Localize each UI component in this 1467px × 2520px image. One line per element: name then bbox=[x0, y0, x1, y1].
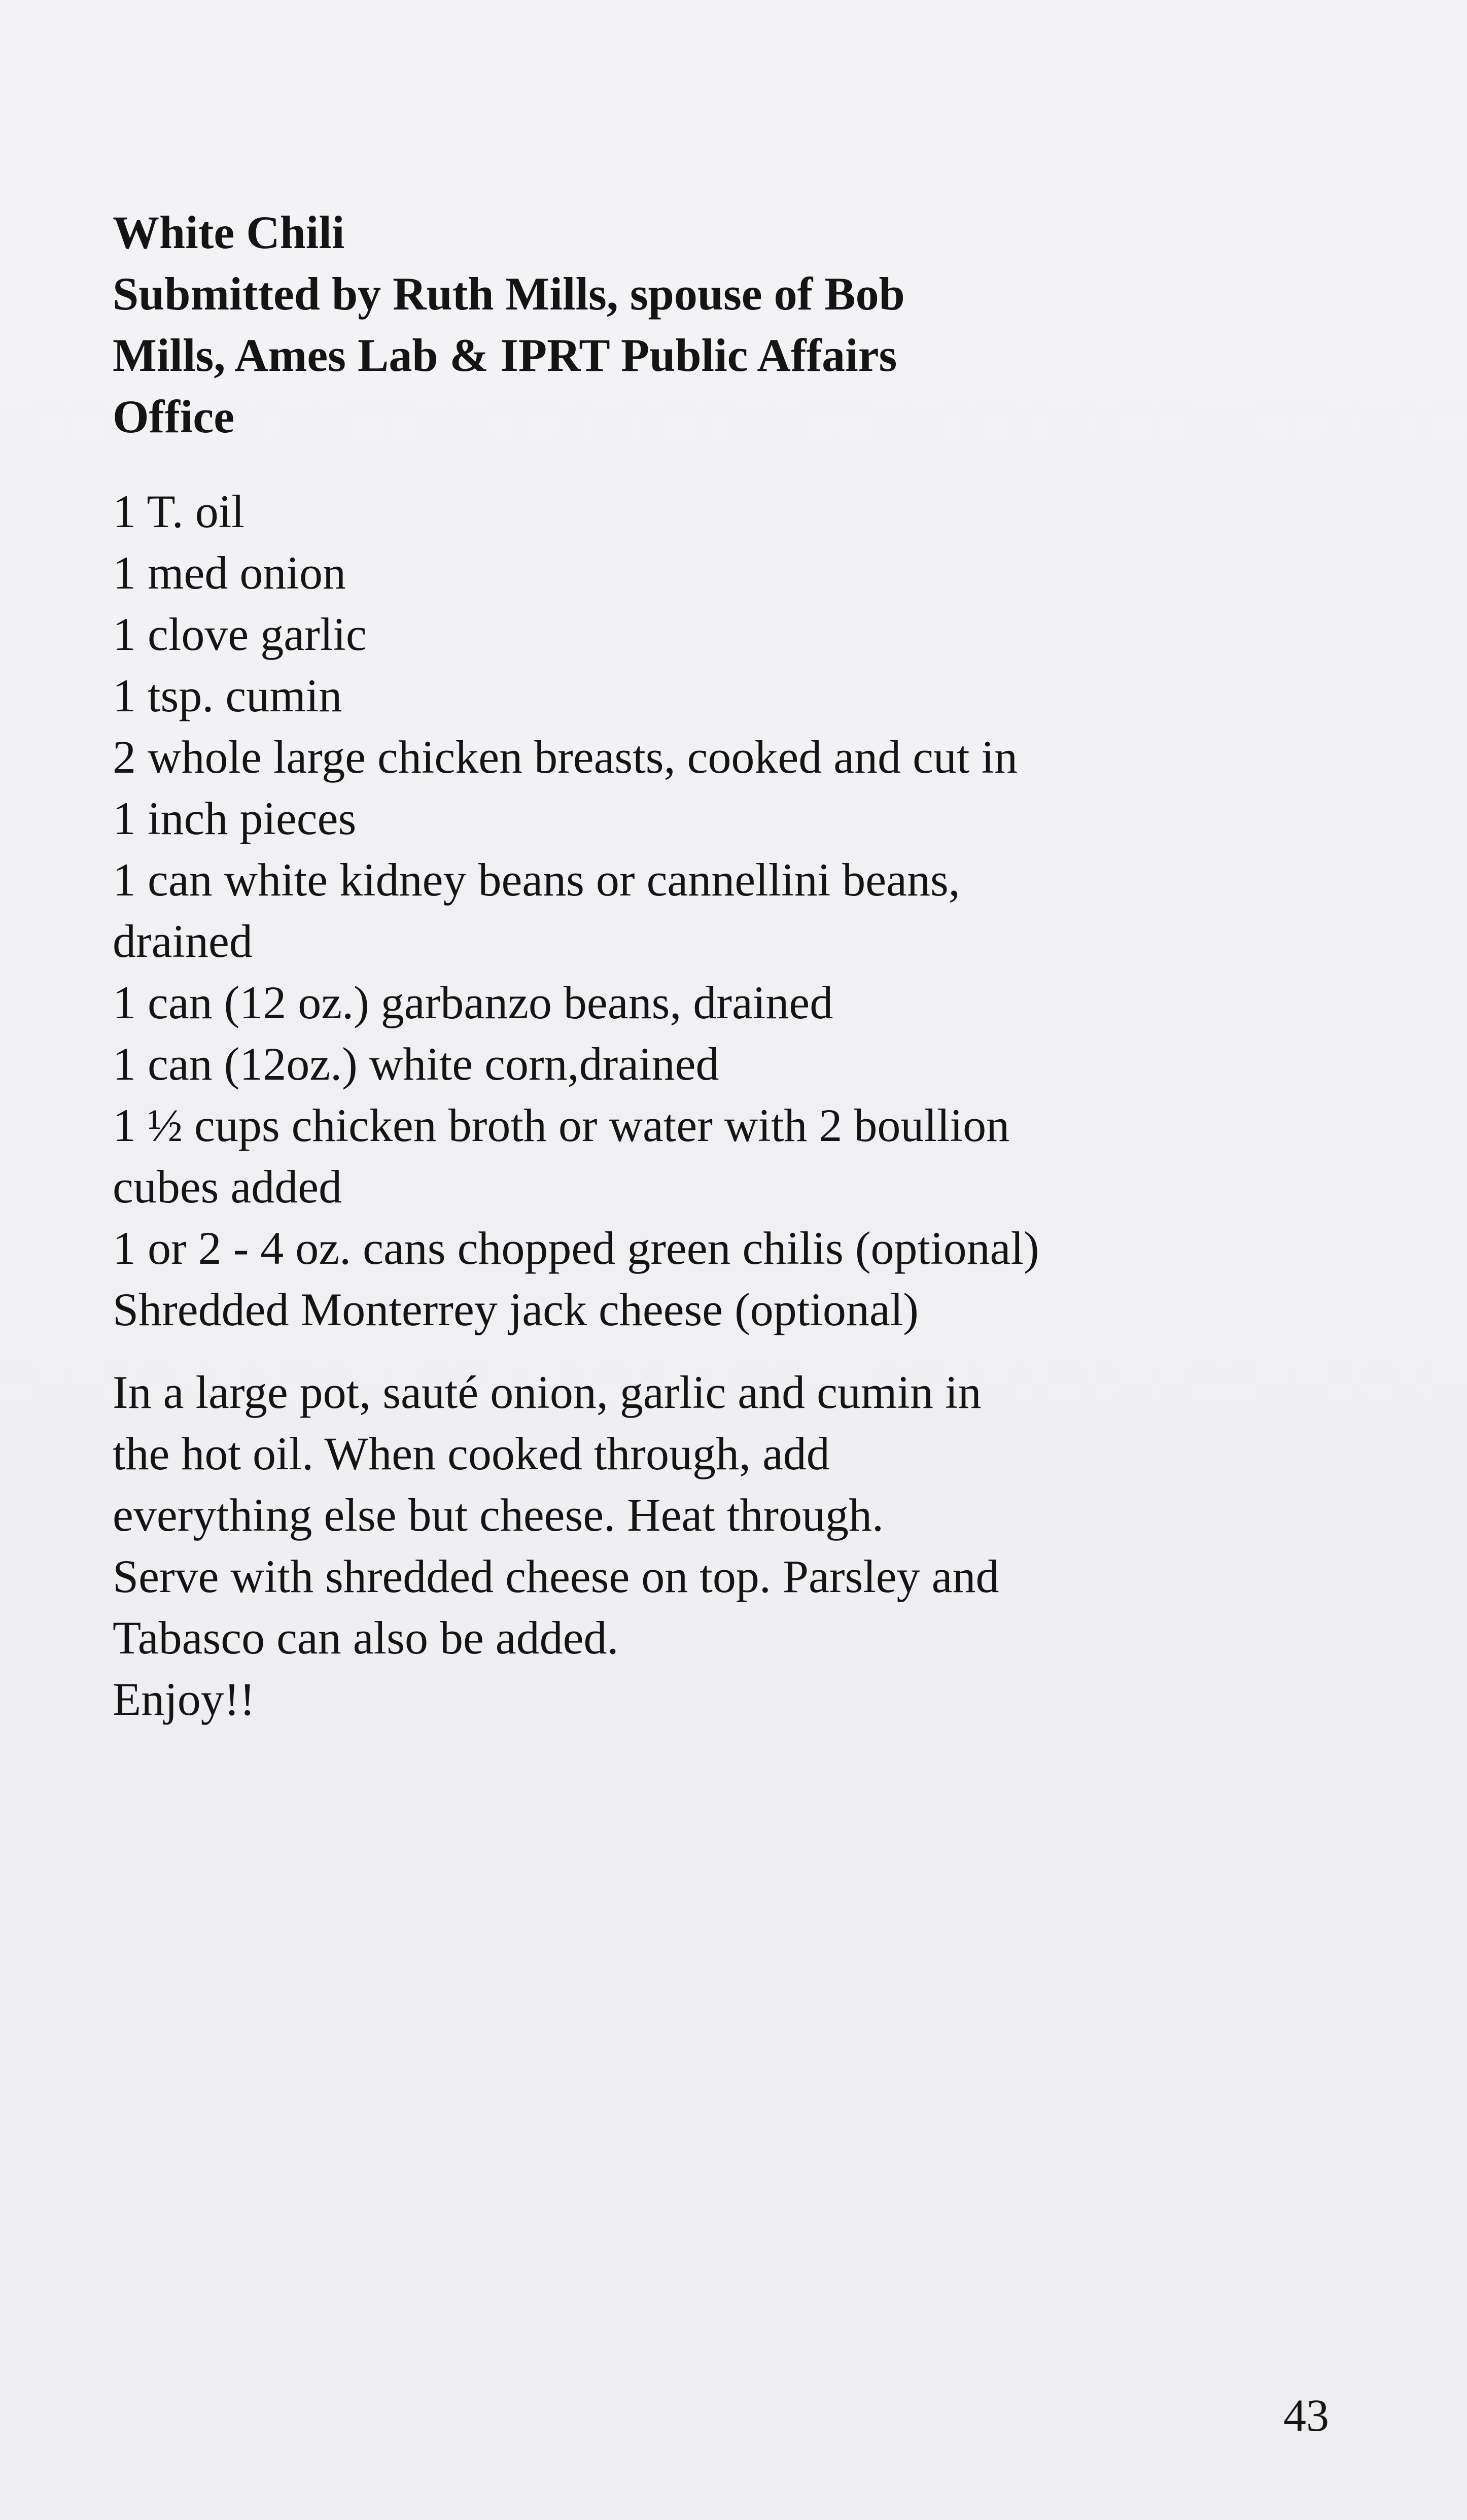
direction-line: the hot oil. When cooked through, add bbox=[113, 1428, 830, 1479]
submitted-by-line-3: Office bbox=[113, 391, 235, 442]
ingredient-line: drained bbox=[113, 915, 253, 967]
recipe-title: White Chili bbox=[113, 206, 345, 258]
recipe-header bbox=[113, 202, 1330, 447]
direction-line: Enjoy!! bbox=[113, 1673, 256, 1725]
directions bbox=[113, 1362, 1330, 1730]
ingredients-list bbox=[113, 481, 1330, 1340]
ingredient-line: Shredded Monterrey jack cheese (optional) bbox=[113, 1284, 919, 1335]
ingredient-line: cubes added bbox=[113, 1161, 342, 1213]
ingredient-line: 1 can (12 oz.) garbanzo beans, drained bbox=[113, 977, 833, 1028]
direction-line: In a large pot, sauté onion, garlic and cumin in bbox=[113, 1366, 982, 1418]
submitted-by-line-2: Mills, Ames Lab & IPRT Public Affairs bbox=[113, 329, 897, 381]
ingredient-line: 1 inch pieces bbox=[113, 792, 357, 844]
ingredient-line: 1 tsp. cumin bbox=[113, 670, 342, 721]
ingredient-line: 1 or 2 - 4 oz. cans chopped green chilis (optional) bbox=[113, 1222, 1039, 1274]
ingredient-line: 1 T. oil bbox=[113, 486, 244, 537]
direction-line: Tabasco can also be added. bbox=[113, 1612, 619, 1664]
ingredient-line: 1 can (12oz.) white corn,drained bbox=[113, 1038, 719, 1090]
ingredient-line: 1 clove garlic bbox=[113, 608, 367, 660]
submitted-by-line-1: Submitted by Ruth Mills, spouse of Bob bbox=[113, 268, 905, 320]
ingredient-line: 1 can white kidney beans or cannellini beans, bbox=[113, 854, 960, 906]
direction-line: Serve with shredded cheese on top. Parsley and bbox=[113, 1550, 999, 1602]
ingredient-line: 1 ½ cups chicken broth or water with 2 boullion bbox=[113, 1099, 1010, 1151]
page-number: 43 bbox=[1283, 2391, 1329, 2441]
ingredient-line: 1 med onion bbox=[113, 547, 346, 599]
direction-line: everything else but cheese. Heat through. bbox=[113, 1489, 884, 1541]
recipe bbox=[113, 202, 1330, 1730]
ingredient-line: 2 whole large chicken breasts, cooked and cut in bbox=[113, 731, 1018, 783]
